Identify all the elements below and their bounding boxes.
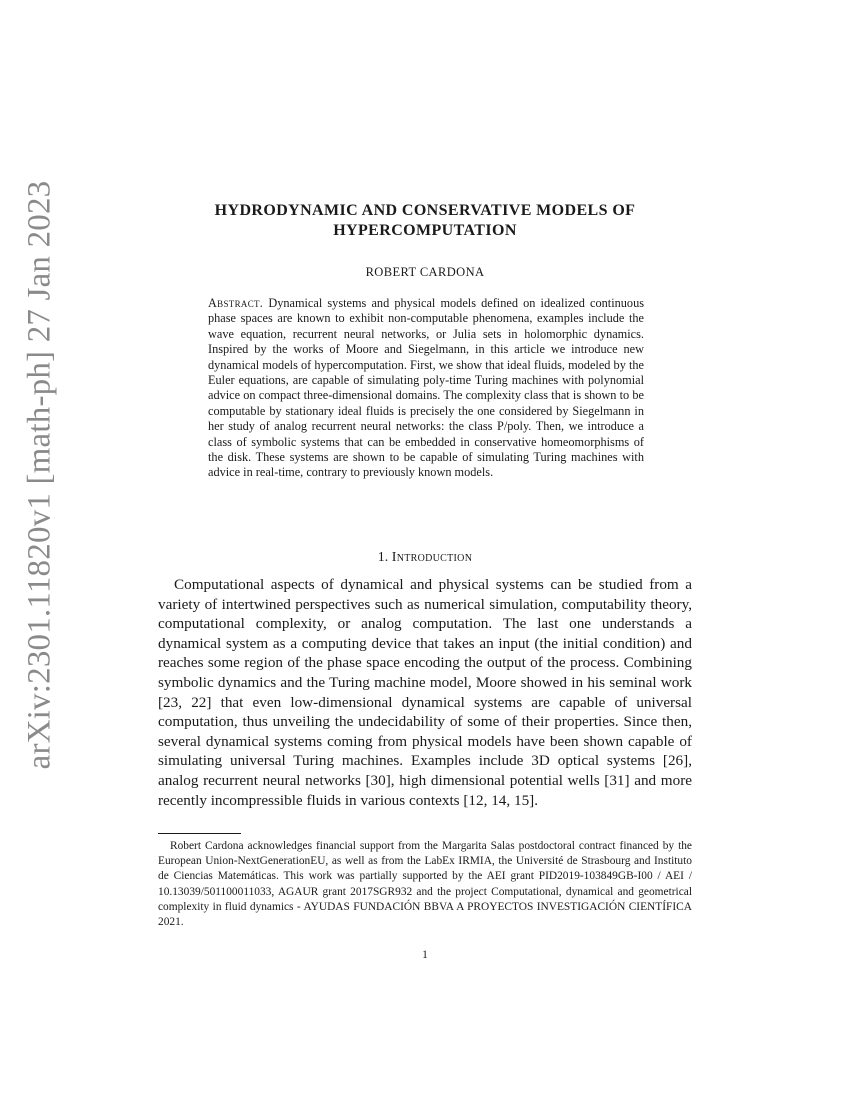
footnote: Robert Cardona acknowledges financial support from the Margarita Salas postdoctoral contract financed by the European Union-NextGenerationEU, as well as from the LabEx IRMIA, the Université de Strasbourg and Instituto de Ciencias Matemáticas. This work was partially supported by the AEI grant PID2019-103849GB-I00 / AEI / 10.13039/501100011033, AGAUR grant 2017SGR932 and the project Computational, dynamical and geometrical complexity in fluid dynamics - AYUDAS FUNDACIÓN BBVA A PROYECTOS INVESTIGACIÓN CIENTÍFICA 2021.: [158, 840, 692, 929]
abstract-text: Dynamical systems and physical models defined on idealized continuous phase spaces are known to exhibit non-computable phenomena, examples include the wave equation, recurrent neural networks, or Julia sets in holomorphic dynamics. Inspired by the works of Moore and Siegelmann, in this article we introduce new dynamical models of hypercomputation. First, we show that ideal fluids, modeled by the Euler equations, are capable of simulating poly-time Turing machines with polynomial advice on compact three-dimensional domains. The complexity class that is shown to be computable by stationary ideal fluids is precisely the one considered by Siegelmann in her study of analog recurrent neural networks: the class P/poly. Then, we introduce a class of symbolic systems that can be embedded in conservative homeomorphisms of the disk. These systems are shown to be capable of simulating Turing machines with advice in real-time, contrary to previously known models.: [208, 296, 645, 480]
arxiv-identifier: arXiv:2301.11820v1 [math-ph] 27 Jan 2023: [21, 180, 58, 770]
abstract-label: Abstract.: [208, 296, 264, 310]
page-number: 1: [422, 949, 428, 961]
section-number: 1.: [377, 550, 389, 565]
author-name: ROBERT CARDONA: [365, 265, 485, 279]
paper-title: HYDRODYNAMIC AND CONSERVATIVE MODELS OF HYPERCOMPUTATION: [214, 202, 636, 239]
section-heading: [158, 550, 692, 566]
section-title: Introduction: [391, 550, 473, 565]
abstract: [208, 296, 644, 481]
footnote-divider: [158, 833, 241, 834]
intro-paragraph: Computational aspects of dynamical and physical systems can be studied from a variety of intertwined perspectives such as numerical simulation, computability theory, computational complexity, or analog computation. The last one understands a dynamical system as a computing device that takes an input (the initial condition) and reaches some region of the phase space encoding the output of the process. Combining symbolic dynamics and the Turing machine model, Moore showed in his seminal work [23, 22] that even low-dimensional dynamical systems are capable of universal computation, thus unveiling the undecidability of some of their properties. Since then, several dynamical systems coming from physical models have been shown capable of simulating universal Turing machines. Examples include 3D optical systems [26], analog recurrent neural networks [30], high dimensional potential wells [31] and more recently incompressible fluids in various contexts [12, 14, 15].: [158, 576, 692, 809]
arxiv-sidebar-stamp: [18, 180, 62, 770]
